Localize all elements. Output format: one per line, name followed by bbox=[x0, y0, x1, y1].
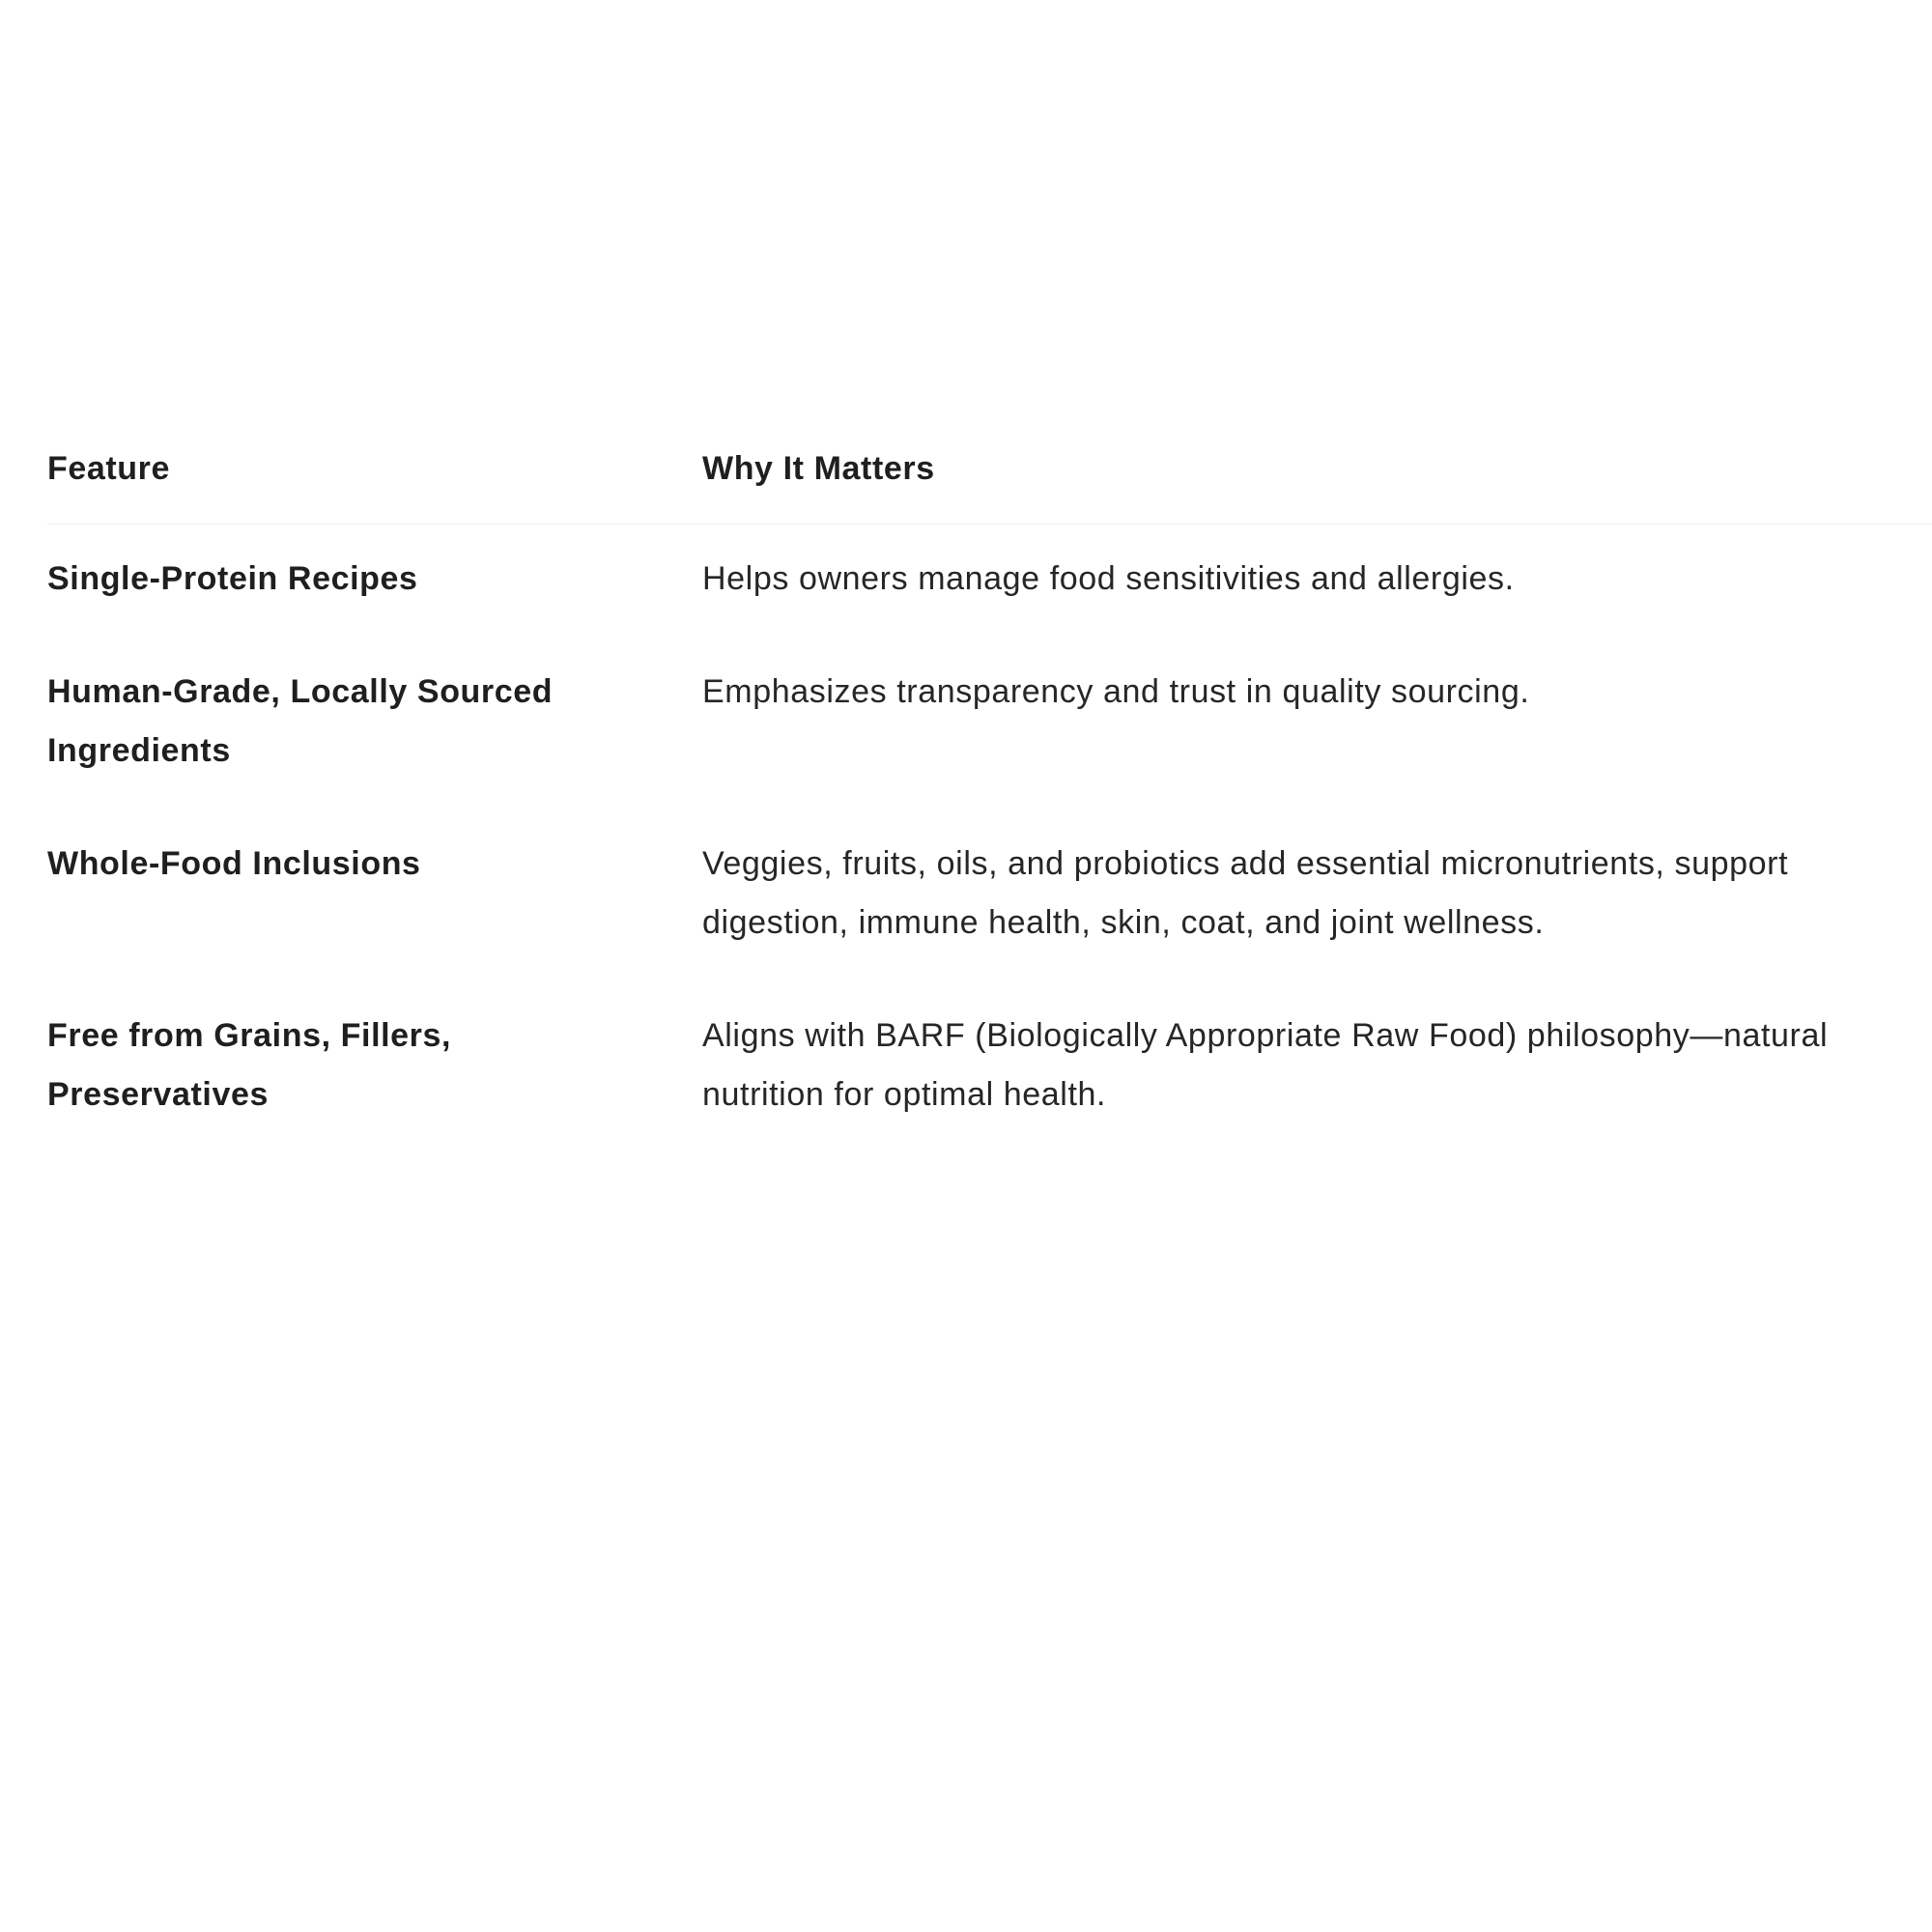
feature-cell: Whole-Food Inclusions bbox=[47, 845, 421, 882]
why-it-matters-cell: Emphasizes transparency and trust in quality sourcing. bbox=[702, 673, 1530, 710]
feature-table-container bbox=[47, 440, 1932, 1151]
why-it-matters-cell: Helps owners manage food sensitivities and allergies. bbox=[702, 560, 1515, 597]
table-row bbox=[47, 636, 1932, 808]
table-row bbox=[47, 980, 1932, 1151]
feature-cell: Free from Grains, Fillers, Preservatives bbox=[47, 1017, 452, 1113]
table-body bbox=[47, 525, 1932, 1152]
column-header-why-it-matters: Why It Matters bbox=[702, 440, 1932, 525]
feature-cell: Human-Grade, Locally Sourced Ingredients bbox=[47, 673, 554, 769]
why-it-matters-cell: Veggies, fruits, oils, and probiotics add essential micronutrients, support digestion, immune health, skin, coat, and joint wellness. bbox=[702, 845, 1789, 941]
column-header-feature: Feature bbox=[47, 440, 702, 525]
table-header bbox=[47, 440, 1932, 525]
feature-table bbox=[47, 440, 1932, 1151]
table-row bbox=[47, 808, 1932, 980]
why-it-matters-cell: Aligns with BARF (Biologically Appropriate Raw Food) philosophy—natural nutrition for optimal health. bbox=[702, 1017, 1829, 1113]
feature-cell: Single-Protein Recipes bbox=[47, 560, 418, 597]
table-header-row bbox=[47, 440, 1932, 525]
table-row bbox=[47, 525, 1932, 637]
